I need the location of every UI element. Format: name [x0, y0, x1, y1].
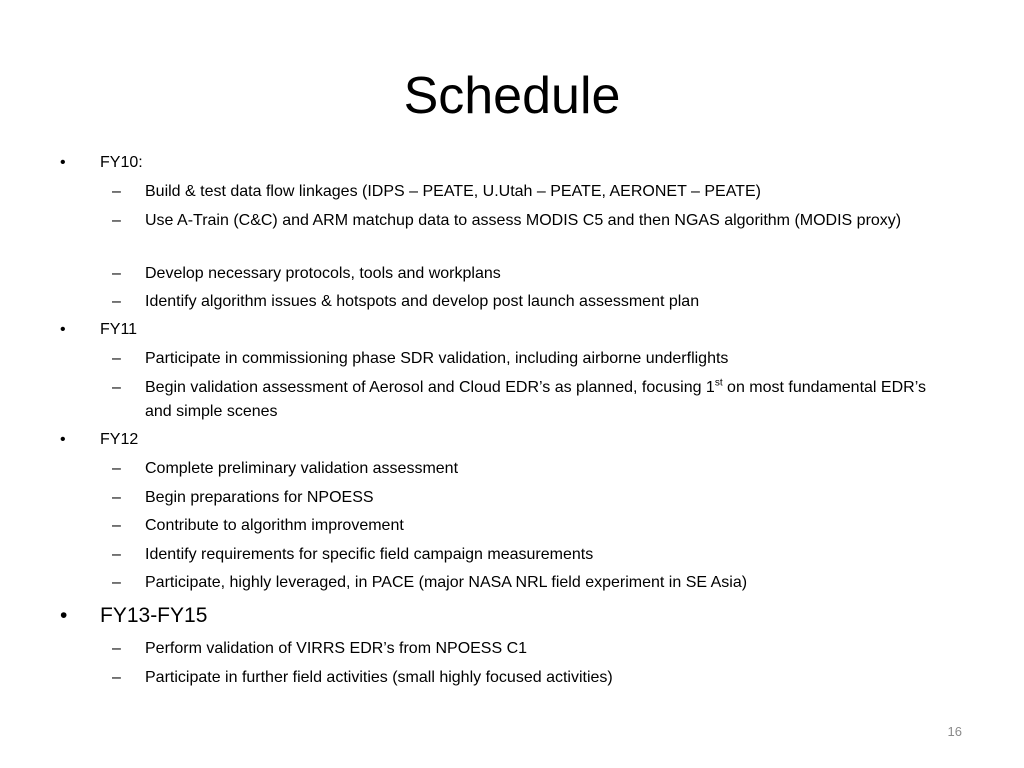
list-item-text: Complete preliminary validation assessment	[145, 460, 459, 477]
list-item-text: Begin validation assessment of Aerosol and Cloud EDR’s as planned, focusing 1st on most fundamental EDR’s and simple scenes	[145, 377, 926, 420]
dash-icon: –	[112, 350, 121, 367]
list-item-text: Develop necessary protocols, tools and workplans	[145, 265, 501, 282]
list-item	[112, 666, 942, 690]
dash-icon: –	[112, 640, 121, 657]
list-item	[112, 347, 942, 371]
list-item-text: Use A-Train (C&C) and ARM matchup data to assess MODIS C5 and then NGAS algorithm (MODIS proxy)	[145, 212, 902, 229]
dash-icon: –	[112, 460, 121, 477]
dash-icon: –	[112, 293, 121, 310]
section-heading-label: FY12	[100, 431, 139, 448]
list-item-text: Participate in further field activities (small highly focused activities)	[145, 669, 613, 686]
list-item	[112, 262, 942, 286]
list-item	[112, 514, 942, 538]
list-item-text: Participate, highly leveraged, in PACE (major NASA NRL field experiment in SE Asia)	[145, 574, 748, 591]
dash-icon: –	[112, 265, 121, 282]
list-item	[112, 543, 942, 567]
page-number: 16	[947, 724, 962, 739]
list-item	[112, 486, 942, 510]
list-item	[112, 376, 942, 424]
list-item	[112, 290, 942, 314]
list-item-text: Identify requirements for specific field campaign measurements	[145, 546, 594, 563]
list-item-text: Perform validation of VIRRS EDR’s from NPOESS C1	[145, 640, 528, 657]
dash-icon: –	[112, 517, 121, 534]
slide-title: Schedule	[403, 67, 621, 125]
list-item	[112, 209, 942, 233]
section-heading-label: FY11	[100, 321, 138, 338]
superscript: st	[714, 377, 723, 389]
list-item	[112, 571, 942, 595]
bullet-icon: •	[60, 431, 66, 448]
list-item-text: Identify algorithm issues & hotspots and develop post launch assessment plan	[145, 293, 700, 310]
list-item	[112, 637, 942, 661]
dash-icon: –	[112, 212, 121, 229]
dash-icon: –	[112, 183, 121, 200]
dash-icon: –	[112, 669, 121, 686]
dash-icon: –	[112, 574, 121, 591]
bullet-icon: •	[60, 154, 66, 171]
section-heading-label: FY13-FY15	[100, 604, 208, 627]
list-item-text: Contribute to algorithm improvement	[145, 517, 404, 534]
list-item-text: Participate in commissioning phase SDR validation, including airborne underflights	[145, 350, 729, 367]
list-item	[112, 457, 942, 481]
bullet-icon: •	[60, 321, 66, 338]
list-item-text: Begin preparations for NPOESS	[145, 489, 374, 506]
list-item	[112, 180, 942, 204]
bullet-icon: •	[60, 604, 68, 627]
section-heading-label: FY10:	[100, 154, 143, 171]
dash-icon: –	[112, 546, 121, 563]
dash-icon: –	[112, 489, 121, 506]
list-item-text: Build & test data flow linkages (IDPS – PEATE, U.Utah – PEATE, AERONET – PEATE)	[145, 183, 761, 200]
dash-icon: –	[112, 379, 121, 396]
